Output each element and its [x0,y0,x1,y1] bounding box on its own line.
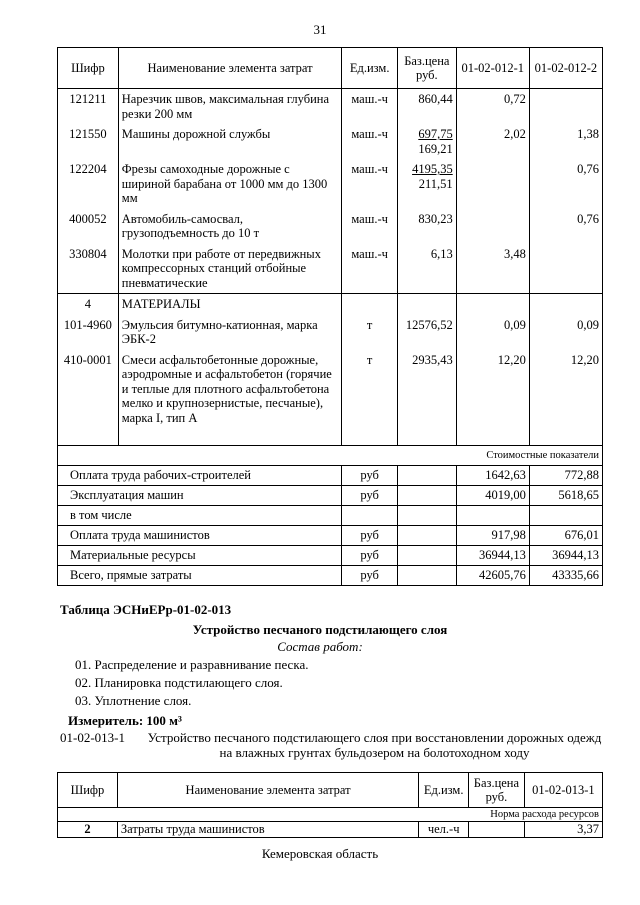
summary-row [58,526,603,546]
row-value-1 [456,209,529,244]
row-price [469,822,525,838]
row-name: Нарезчик швов, максимальная глубина резки 200 мм [118,89,342,125]
resources-table-01-02-013 [57,772,603,838]
summary-unit: руб [342,546,398,566]
summary-row [58,486,603,506]
row-code: 121211 [58,89,119,125]
row-name: Автомобиль-самосвал, грузоподъемность до 10 т [118,209,342,244]
summary-value-1: 917,98 [456,526,529,546]
row-value-2: 12,20 [529,350,602,446]
cost-indicators-label: Стоимостные показатели [58,446,603,466]
table-row [58,124,603,159]
work-item: 02. Планировка подстилающего слоя. [75,675,283,690]
cost-indicators-row [58,446,603,466]
row-value-2: 0,76 [529,209,602,244]
table-row [58,244,603,294]
norm-row [58,808,603,822]
footer-region: Кемеровская область [261,846,379,861]
row-code: 122204 [58,159,119,209]
row-value-2: 0,09 [529,315,602,350]
row-value-2: 1,38 [529,124,602,159]
row-price: 860,44 [397,89,456,125]
header-code: Шифр [58,773,118,808]
summary-name: Всего, прямые затраты [58,566,342,586]
row-name: Фрезы самоходные дорожные с шириной барабана от 1000 мм до 1300 мм [118,159,342,209]
summary-value-2: 5618,65 [529,486,602,506]
row-name: Эмульсия битумно-катионная, марка ЭБК-2 [118,315,342,350]
table-title: Таблица ЭСНиЕРр-01-02-013 [60,602,232,617]
section-title: МАТЕРИАЛЫ [118,294,342,315]
row-unit: маш.-ч [342,89,398,125]
rate-code: 01-02-013-1 [60,730,125,745]
summary-name: в том числе [58,506,342,526]
summary-unit: руб [342,466,398,486]
price-secondary: 211,51 [418,176,453,191]
table-row [58,209,603,244]
row-code: 330804 [58,244,119,294]
header-col1: 01-02-013-1 [524,773,602,808]
row-price: 12576,52 [397,315,456,350]
page-number: 31 [313,22,327,37]
row-code: 2 [58,822,118,838]
summary-name: Оплата труда рабочих-строителей [58,466,342,486]
row-value-1: 3,48 [456,244,529,294]
header-name: Наименование элемента затрат [117,773,418,808]
header-unit: Ед.изм. [419,773,469,808]
header-price: Баз.цена руб. [469,773,525,808]
row-code: 101-4960 [58,315,119,350]
summary-name: Эксплуатация машин [58,486,342,506]
table-row [58,315,603,350]
header-price: Баз.цена руб. [397,48,456,89]
row-unit: маш.-ч [342,244,398,294]
row-name: Молотки при работе от передвижных компрессорных станций отбойные пневматические [118,244,342,294]
resources-table-01-02-012 [57,47,603,586]
summary-unit: руб [342,566,398,586]
row-value-1 [456,159,529,209]
row-code: 400052 [58,209,119,244]
summary-value-2: 676,01 [529,526,602,546]
summary-row [58,566,603,586]
summary-unit: руб [342,486,398,506]
summary-row [58,466,603,486]
summary-unit: руб [342,526,398,546]
summary-value-1: 1642,63 [456,466,529,486]
works-title: Состав работ: [277,639,363,654]
measurer: Измеритель: 100 м³ [68,713,182,728]
row-name: Смеси асфальтобетонные дорожные, аэродромные и асфальтобетон (горячие и теплые для плотного асфальтобетона мелко и крупнозернистые, песчаные), марка I, тип А [118,350,342,446]
row-value-1: 0,09 [456,315,529,350]
price-secondary: 169,21 [418,141,453,156]
row-unit: т [342,350,398,446]
table-row [58,822,603,838]
row-value-1: 2,02 [456,124,529,159]
header-name: Наименование элемента затрат [118,48,342,89]
work-item: 01. Распределение и разравнивание песка. [75,657,309,672]
row-name: Машины дорожной службы [118,124,342,159]
row-value-1: 12,20 [456,350,529,446]
row-code: 121550 [58,124,119,159]
row-unit: маш.-ч [342,209,398,244]
row-unit: маш.-ч [342,124,398,159]
summary-value-1: 42605,76 [456,566,529,586]
header-col1: 01-02-012-1 [456,48,529,89]
row-unit: т [342,315,398,350]
header-code: Шифр [58,48,119,89]
row-value-1: 3,37 [524,822,602,838]
summary-name: Оплата труда машинистов [58,526,342,546]
summary-name: Материальные ресурсы [58,546,342,566]
row-value-2: 0,76 [529,159,602,209]
table-row [58,159,603,209]
row-unit: чел.-ч [419,822,469,838]
table-header-row [58,773,603,808]
norm-label: Норма расхода ресурсов [58,808,603,822]
work-item: 03. Уплотнение слоя. [75,693,192,708]
summary-value-2: 772,88 [529,466,602,486]
row-name: Затраты труда машинистов [117,822,418,838]
row-price: 6,13 [397,244,456,294]
header-unit: Ед.изм. [342,48,398,89]
row-price: 2935,43 [397,350,456,446]
rate-description: Устройство песчаного подстилающего слоя при восстановлении дорожных одежд на влажных грунтах бульдозером на болотоходном ходу [147,730,602,760]
summary-value-2: 36944,13 [529,546,602,566]
row-value-2 [529,244,602,294]
summary-row [58,506,603,526]
row-value-1: 0,72 [456,89,529,125]
materials-section-row [58,294,603,315]
section-title: Устройство песчаного подстилающего слоя [192,622,448,637]
row-unit: маш.-ч [342,159,398,209]
table-row [58,89,603,125]
section-number: 4 [58,294,119,315]
summary-value-1: 36944,13 [456,546,529,566]
table-row [58,350,603,446]
summary-value-1: 4019,00 [456,486,529,506]
row-price: 830,23 [397,209,456,244]
summary-value-2: 43335,66 [529,566,602,586]
table-header-row [58,48,603,89]
row-code: 410-0001 [58,350,119,446]
price-underlined: 697,75 [418,127,453,141]
row-price [397,159,456,209]
price-underlined: 4195,35 [412,162,453,176]
row-value-2 [529,89,602,125]
header-col2: 01-02-012-2 [529,48,602,89]
row-price [397,124,456,159]
summary-row [58,546,603,566]
